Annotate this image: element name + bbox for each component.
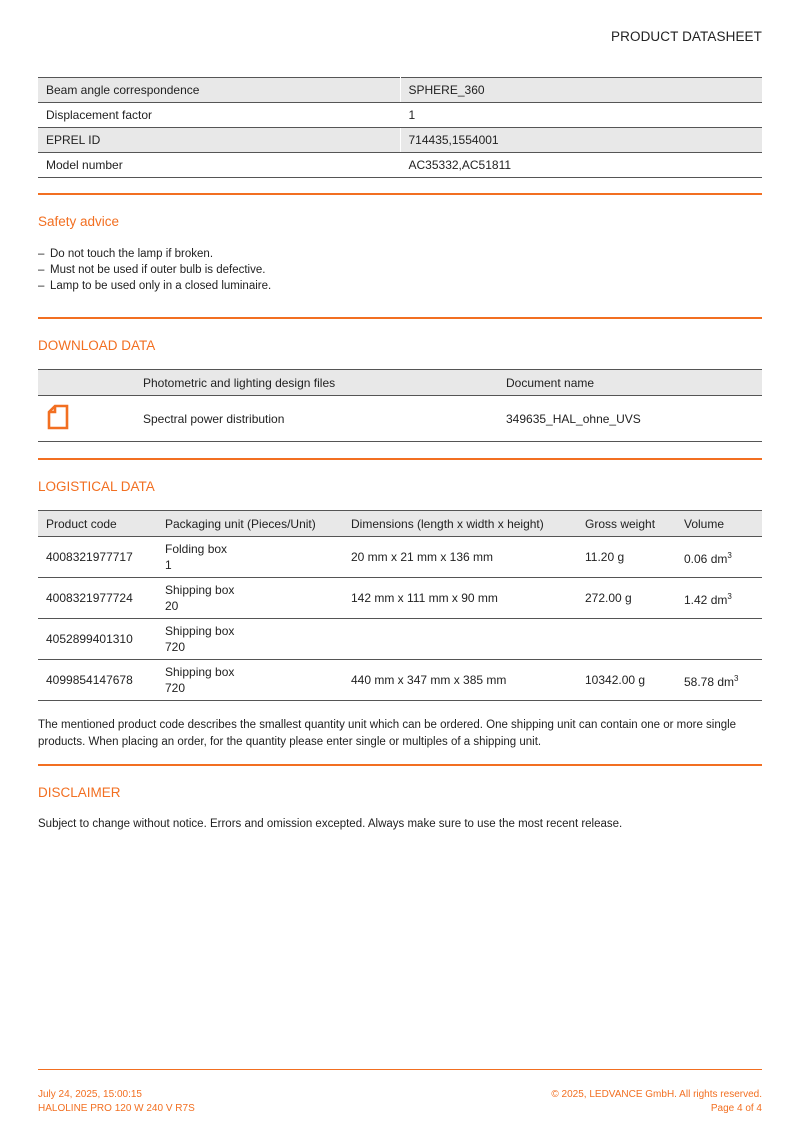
- column-header: Photometric and lighting design files: [135, 370, 498, 396]
- column-header: Document name: [498, 370, 762, 396]
- product-code: 4052899401310: [38, 619, 157, 660]
- document-name-link[interactable]: 349635_HAL_ohne_UVS: [498, 396, 762, 442]
- packaging-qty: 720: [165, 640, 186, 654]
- spec-value: AC35332,AC51811: [400, 153, 762, 178]
- spec-label: Displacement factor: [38, 103, 400, 128]
- volume-unit-exponent: 3: [734, 673, 739, 683]
- table-row: [38, 619, 762, 660]
- table-row[interactable]: [38, 396, 762, 442]
- packaging-qty: 720: [165, 681, 186, 695]
- dimensions: 142 mm x 111 mm x 90 mm: [343, 578, 577, 619]
- footer-page-number: Page 4 of 4: [710, 1103, 762, 1114]
- table-row: [38, 537, 762, 578]
- disclaimer-text: Subject to change without notice. Errors and omission excepted. Always make sure to use the most recent release.: [38, 818, 623, 830]
- packaging-type: Shipping box: [165, 665, 235, 679]
- gross-weight: 11.20 g: [577, 537, 676, 578]
- spec-value: SPHERE_360: [400, 78, 762, 103]
- column-header: Product code: [38, 511, 157, 537]
- download-table: [38, 369, 762, 442]
- footer-copyright: © 2025, LEDVANCE GmbH. All rights reserved.: [551, 1089, 762, 1100]
- section-divider: [38, 193, 762, 195]
- volume: 1.42 dm: [684, 592, 728, 607]
- packaging-qty: 1: [165, 558, 172, 572]
- packaging-type: Shipping box: [165, 583, 235, 597]
- spec-label: Beam angle correspondence: [38, 78, 400, 103]
- section-divider: [38, 764, 762, 766]
- column-header: Volume: [676, 511, 762, 537]
- file-type: Spectral power distribution: [135, 396, 498, 442]
- table-row: [38, 78, 762, 103]
- table-row: [38, 153, 762, 178]
- table-row: [38, 660, 762, 701]
- disclaimer-section: [38, 764, 762, 833]
- footer-date: July 24, 2025, 15:00:15: [38, 1089, 142, 1100]
- column-header: Dimensions (length x width x height): [343, 511, 577, 537]
- spec-value: 1: [400, 103, 762, 128]
- spec-label: EPREL ID: [38, 128, 400, 153]
- list-item: – Do not touch the lamp if broken.: [38, 248, 214, 260]
- disclaimer-title: DISCLAIMER: [38, 785, 121, 800]
- page-header-title: PRODUCT DATASHEET: [611, 29, 762, 44]
- safety-title: Safety advice: [38, 214, 120, 229]
- gross-weight: 272.00 g: [577, 578, 676, 619]
- list-item: – Must not be used if outer bulb is defective.: [38, 264, 266, 276]
- dimensions: [343, 619, 577, 660]
- footer-line-1: [38, 1089, 762, 1100]
- spec-value: 714435,1554001: [400, 128, 762, 153]
- dimensions: 440 mm x 347 mm x 385 mm: [343, 660, 577, 701]
- download-title: DOWNLOAD DATA: [38, 338, 156, 353]
- section-divider: [38, 317, 762, 319]
- download-section: [38, 317, 762, 442]
- logistical-title: LOGISTICAL DATA: [38, 479, 155, 494]
- spec-table: [38, 77, 762, 178]
- table-row: [38, 103, 762, 128]
- document-icon[interactable]: [46, 404, 70, 430]
- footer-product: HALOLINE PRO 120 W 240 V R7S: [38, 1103, 195, 1114]
- column-header: Packaging unit (Pieces/Unit): [157, 511, 343, 537]
- logistical-table: [38, 510, 762, 701]
- footer-divider: [38, 1069, 762, 1070]
- product-code: 4008321977724: [38, 578, 157, 619]
- list-item: – Lamp to be used only in a closed luminaire.: [38, 280, 272, 292]
- volume-unit-exponent: 3: [727, 591, 732, 601]
- spec-table-section: [38, 77, 762, 178]
- gross-weight: 10342.00 g: [577, 660, 676, 701]
- table-row: [38, 578, 762, 619]
- packaging-qty: 20: [165, 599, 179, 613]
- volume: 58.78 dm: [684, 674, 735, 689]
- section-divider: [38, 458, 762, 460]
- packaging-type: Folding box: [165, 542, 228, 556]
- logistical-section: [38, 458, 762, 751]
- volume-unit-exponent: 3: [727, 550, 732, 560]
- footer-line-2: [38, 1103, 762, 1114]
- safety-list: [38, 246, 762, 294]
- spec-label: Model number: [38, 153, 400, 178]
- product-code: 4099854147678: [38, 660, 157, 701]
- logistical-note: The mentioned product code describes the smallest quantity unit which can be ordered. One shipping unit can contain one or more single products. When placing an order, for the quantity please enter single or multiples of a shipping unit.: [38, 719, 737, 748]
- column-header: Gross weight: [577, 511, 676, 537]
- dimensions: 20 mm x 21 mm x 136 mm: [343, 537, 577, 578]
- volume: 0.06 dm: [684, 551, 728, 566]
- gross-weight: [577, 619, 676, 660]
- table-row: [38, 128, 762, 153]
- product-code: 4008321977717: [38, 537, 157, 578]
- packaging-type: Shipping box: [165, 624, 235, 638]
- safety-section: [38, 193, 762, 294]
